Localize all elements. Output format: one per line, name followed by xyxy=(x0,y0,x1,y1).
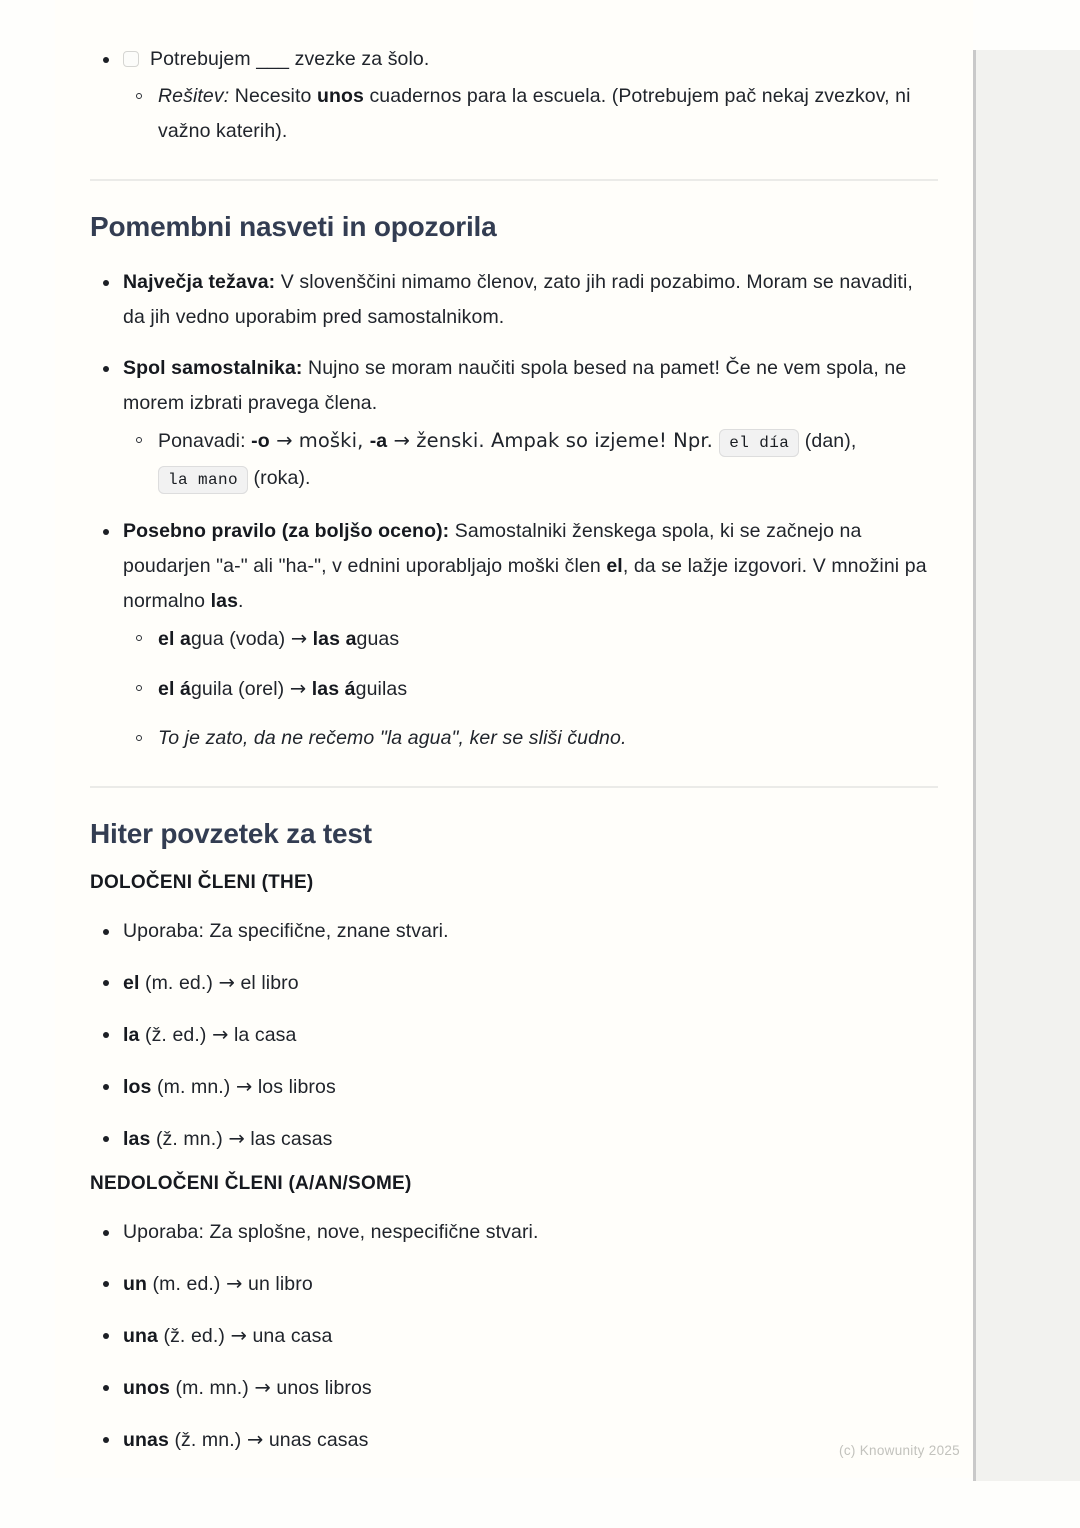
article-name: un xyxy=(123,1273,148,1295)
special-rule-examples xyxy=(123,621,938,756)
section-divider-2 xyxy=(90,786,938,788)
usage-note xyxy=(90,1215,938,1250)
tip-lead: Posebno pravilo (za boljšo oceno): xyxy=(123,520,450,542)
solution-item xyxy=(123,79,938,149)
solution-before: Necesito xyxy=(229,85,317,107)
tip-lead: Spol samostalnika: xyxy=(123,357,303,379)
article-name: unos xyxy=(123,1377,170,1399)
article-name: el xyxy=(123,972,140,994)
article-gender: (m. ed.) xyxy=(147,1273,227,1295)
vertical-scrollbar[interactable] xyxy=(973,50,1080,1481)
indefinite-articles-list xyxy=(90,1215,938,1458)
summary-section-title: Hiter povzetek za test xyxy=(90,818,372,849)
rule-part-5: (roka). xyxy=(248,467,311,489)
arrow-icon: → xyxy=(289,677,307,700)
article-row xyxy=(90,1370,938,1406)
tip-body: Nujno se moram naučiti spola besed na pamet! Če ne vem spola, ne morem izbrati pravega člena. xyxy=(123,357,907,414)
article-gender: (ž. mn.) xyxy=(150,1128,229,1150)
article-gender: (m. mn.) xyxy=(151,1076,236,1098)
usage-note xyxy=(90,914,938,949)
article-row xyxy=(90,1422,938,1458)
example-text-1: guila (orel) xyxy=(190,678,290,700)
article-example: el libro xyxy=(234,972,299,994)
task-text: Potrebujem ___ zvezke za šolo. xyxy=(150,48,430,70)
article-row xyxy=(90,1318,938,1354)
usage-text: Uporaba: Za splošne, nove, nespecifične stvari. xyxy=(123,1221,539,1243)
code-chip-la-mano: la mano xyxy=(158,466,248,494)
rule-part-1: Ponavadi: xyxy=(158,430,252,452)
article-name: las xyxy=(123,1128,151,1150)
solution-list xyxy=(123,79,938,149)
tip-lead: Največja težava: xyxy=(123,271,276,293)
example-agua xyxy=(123,621,938,657)
usage-text: Uporaba: Za specifične, znane stvari. xyxy=(123,920,449,942)
arrow-icon: → xyxy=(254,1376,271,1399)
article-row xyxy=(90,1266,938,1302)
article-example: los libros xyxy=(252,1076,336,1098)
example-text-2: guilas xyxy=(355,678,408,700)
indefinite-articles-heading: NEDOLOČENI ČLENI (A/AN/SOME) xyxy=(90,1173,412,1194)
tip-item-special-rule xyxy=(90,514,938,756)
tips-list xyxy=(90,265,938,756)
arrow-icon: → xyxy=(218,971,235,994)
suffix-o: -o xyxy=(251,430,270,452)
solution-after: cuadernos para la escuela. (Potrebujem pač nekaj zvezkov, ni važno katerih). xyxy=(158,85,911,142)
rule-part-4: (dan), xyxy=(799,430,857,452)
bold-article-el: el xyxy=(606,555,623,577)
article-example: una casa xyxy=(246,1325,333,1347)
article-gender: (m. ed.) xyxy=(139,972,219,994)
example-bold-1: el a xyxy=(158,628,191,650)
article-gender: (m. mn.) xyxy=(169,1377,255,1399)
tip-item-noun-gender xyxy=(90,351,938,498)
rule-part-2: → moški, xyxy=(269,429,370,452)
copyright-watermark: (c) Knowunity 2025 xyxy=(839,1443,960,1458)
article-row xyxy=(90,1017,938,1053)
tip-item-biggest-problem xyxy=(90,265,938,335)
example-bold-1: el á xyxy=(158,678,191,700)
example-bold-2: las a xyxy=(307,628,357,650)
rule-part-3: → ženski. Ampak so izjeme! Npr. xyxy=(387,429,720,452)
note-page-card xyxy=(55,0,973,1478)
tips-section-title: Pomembni nasveti in opozorila xyxy=(90,211,497,242)
special-rule-note xyxy=(123,721,938,756)
note-content xyxy=(90,0,938,1458)
tip-body: V slovenščini nimamo členov, zato jih radi pozabimo. Moram se navaditi, da jih vedno uporabim pred samostalnikom. xyxy=(123,271,913,328)
article-name: unas xyxy=(123,1429,169,1451)
article-example: unos libros xyxy=(270,1377,372,1399)
tip-body-2: , da se lažje izgovori. V množini pa normalno xyxy=(123,555,927,612)
noun-gender-sublist xyxy=(123,423,938,498)
example-text-2: guas xyxy=(356,628,400,650)
task-checkbox[interactable] xyxy=(123,51,139,67)
section-divider-1 xyxy=(90,179,938,181)
arrow-icon: → xyxy=(246,1428,264,1451)
solution-label: Rešitev: xyxy=(158,85,230,107)
article-example: la casa xyxy=(228,1024,297,1046)
example-text-1: gua (voda) xyxy=(190,628,291,650)
article-row xyxy=(90,1121,938,1157)
arrow-icon: → xyxy=(235,1075,253,1098)
arrow-icon: → xyxy=(212,1023,229,1046)
article-name: la xyxy=(123,1024,140,1046)
code-chip-el-dia: el día xyxy=(719,429,799,457)
article-example: las casas xyxy=(244,1128,333,1150)
example-aguila xyxy=(123,671,938,707)
article-example: unas casas xyxy=(263,1429,369,1451)
arrow-icon: → xyxy=(228,1127,245,1150)
tip-body-1: Samostalniki ženskega spola, ki se začnejo na poudarjen "a-" ali "ha-", v ednini uporabljajo moški člen xyxy=(123,520,862,577)
exercise-task-item xyxy=(90,42,938,149)
definite-articles-heading: DOLOČENI ČLENI (THE) xyxy=(90,872,314,893)
arrow-icon: → xyxy=(230,1324,247,1347)
article-gender: (ž. ed.) xyxy=(139,1024,212,1046)
arrow-icon: → xyxy=(290,627,308,650)
article-gender: (ž. mn.) xyxy=(168,1429,247,1451)
arrow-icon: → xyxy=(226,1272,243,1295)
article-row xyxy=(90,965,938,1001)
article-row xyxy=(90,1069,938,1105)
article-name: los xyxy=(123,1076,152,1098)
article-example: un libro xyxy=(242,1273,313,1295)
suffix-a: -a xyxy=(369,430,388,452)
tip-body-3: . xyxy=(238,590,244,612)
note-text: To je zato, da ne rečemo "la agua", ker se sliši čudno. xyxy=(158,727,627,749)
noun-gender-rule xyxy=(123,423,938,498)
definite-articles-list xyxy=(90,914,938,1157)
example-bold-2: las á xyxy=(306,678,356,700)
article-name: una xyxy=(123,1325,158,1347)
bold-article-las: las xyxy=(210,590,239,612)
solution-answer: unos xyxy=(316,85,364,107)
exercise-list xyxy=(90,42,938,149)
article-gender: (ž. ed.) xyxy=(157,1325,231,1347)
